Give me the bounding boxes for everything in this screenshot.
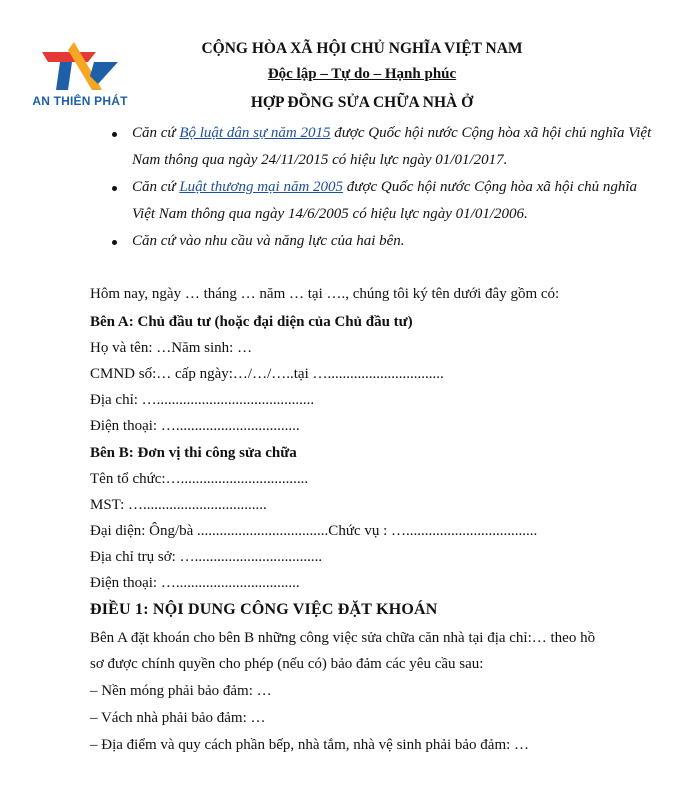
party-a-phone: Điện thoại: …................................. <box>90 418 300 434</box>
logo-text: AN THIÊN PHÁT <box>32 94 128 108</box>
party-b-rep: Đại diện: Ông/bà ...................................Chức vụ : …................................... <box>90 523 538 539</box>
motto: Độc lập – Tự do – Hạnh phúc <box>267 66 457 82</box>
party-a-name: Họ và tên: …Năm sinh: … <box>90 340 253 356</box>
party-b-office: Địa chỉ trụ sở: ….................................. <box>90 549 323 565</box>
intro-line: Hôm nay, ngày … tháng … năm … tại …., chúng tôi ký tên dưới đây gồm có: <box>90 286 560 302</box>
party-b-org: Tên tổ chức:….................................. <box>90 471 309 487</box>
article-1-paragraph-2: sơ được chính quyền cho phép (nếu có) bảo đảm các yêu cầu sau: <box>90 656 484 672</box>
article-1-item-foundation: – Nền móng phải bảo đảm: … <box>90 683 272 699</box>
article-1-heading: ĐIỀU 1: NỘI DUNG CÔNG VIỆC ĐẶT KHOÁN <box>90 601 438 618</box>
country-title: CỘNG HÒA XÃ HỘI CHỦ NGHĨA VIỆT NAM <box>201 40 523 57</box>
article-1-paragraph-1: Bên A đặt khoán cho bên B những công việc sửa chữa căn nhà tại địa chỉ:… theo hồ <box>90 630 596 646</box>
party-b-heading: Bên B: Đơn vị thi công sửa chữa <box>90 445 297 461</box>
article-1-item-kitchen-bath: – Địa điểm và quy cách phần bếp, nhà tắm, nhà vệ sinh phải bảo đảm: … <box>90 737 530 753</box>
party-b-phone: Điện thoại: …................................. <box>90 575 300 591</box>
list-item: Căn cứ vào nhu cầu và năng lực của hai bên. <box>132 228 652 255</box>
list-item: Căn cứ Bộ luật dân sự năm 2015 được Quốc hội nước Cộng hòa xã hội chủ nghĩa Việt Nam thông qua ngày 24/11/2015 có hiệu lực ngày 01/01/2017. <box>132 120 652 174</box>
party-a-heading: Bên A: Chủ đầu tư (hoặc đại diện của Chủ đầu tư) <box>90 314 413 330</box>
commercial-law-link[interactable]: Luật thương mại năm 2005 <box>179 179 344 195</box>
legal-basis-list <box>132 120 652 255</box>
article-1-item-walls: – Vách nhà phải bảo đảm: … <box>90 710 266 726</box>
contract-title: HỢP ĐỒNG SỬA CHỮA NHÀ Ở <box>250 94 474 111</box>
party-b-tax: MST: …................................. <box>90 497 267 513</box>
party-a-id: CMND số:… cấp ngày:…/…/…..tại …............................... <box>90 366 444 382</box>
civil-code-link[interactable]: Bộ luật dân sự năm 2015 <box>179 125 331 141</box>
list-item: Căn cứ Luật thương mại năm 2005 được Quốc hội nước Cộng hòa xã hội chủ nghĩa Việt Nam thông qua ngày 14/6/2005 có hiệu lực ngày 01/01/2006. <box>132 174 652 228</box>
party-a-address: Địa chỉ: ….......................................... <box>90 392 315 408</box>
